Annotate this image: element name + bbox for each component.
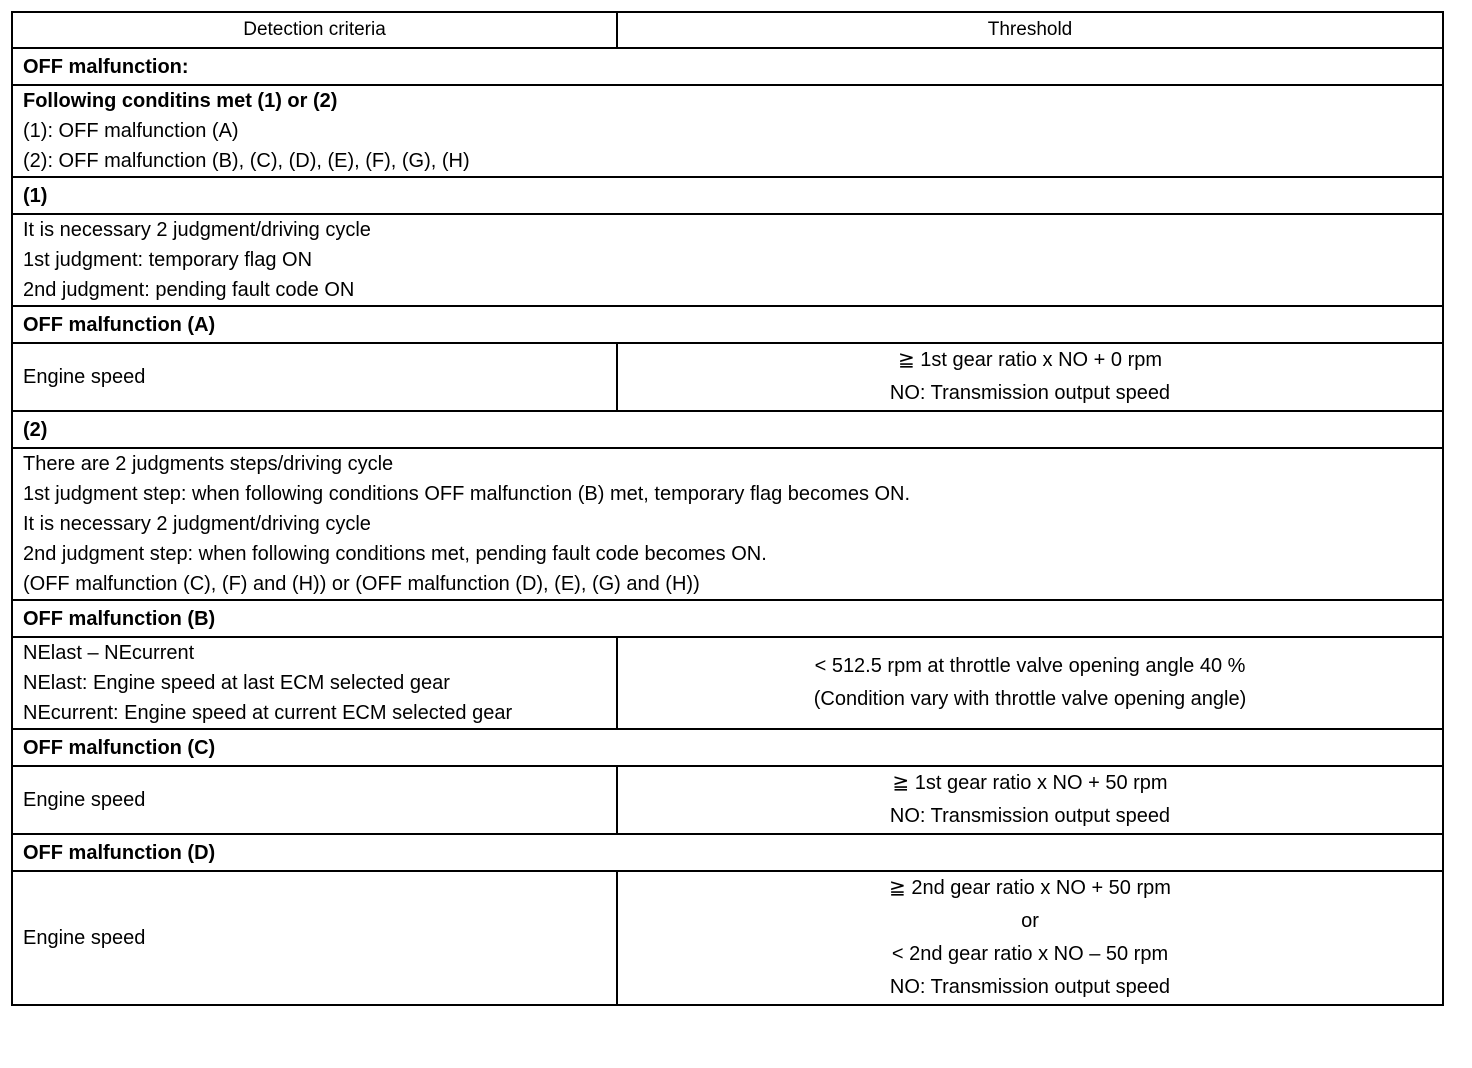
threshold-line: NO: Transmission output speed (889, 805, 1171, 827)
criteria-line: NElast: Engine speed at last ECM selected gear (23, 672, 450, 694)
threshold-cell (617, 766, 1443, 834)
condition-line: (2): OFF malfunction (B), (C), (D), (E), (F), (G), (H) (23, 150, 470, 172)
body-line: It is necessary 2 judgment/driving cycle (23, 219, 371, 241)
threshold-line: or (1021, 910, 1039, 932)
threshold-line: < 512.5 rpm at throttle valve opening angle 40 % (814, 655, 1246, 677)
table-header-row (12, 12, 1443, 48)
detection-criteria-table (11, 11, 1444, 1006)
body-line: 1st judgment: temporary flag ON (23, 249, 313, 271)
threshold-line: ≧ 1st gear ratio x NO + 0 rpm (897, 349, 1163, 371)
criteria-line: NElast – NEcurrent (23, 642, 195, 664)
table-row (12, 448, 1443, 600)
off-malfunction-d-heading: OFF malfunction (D) (12, 834, 1443, 871)
criteria-cell: Engine speed (12, 766, 617, 834)
body-line: 2nd judgment step: when following conditions met, pending fault code becomes ON. (23, 543, 767, 565)
table-row (12, 214, 1443, 306)
threshold-cell (617, 637, 1443, 729)
table-row (12, 834, 1443, 871)
section-1-heading: (1) (12, 177, 1443, 214)
condition-line: (1): OFF malfunction (A) (23, 120, 239, 142)
table-row (12, 871, 1443, 1005)
following-conditions-cell (12, 85, 1443, 177)
table-row (12, 85, 1443, 177)
body-line: 1st judgment step: when following conditions OFF malfunction (B) met, temporary flag becomes ON. (23, 483, 911, 505)
threshold-line: < 2nd gear ratio x NO – 50 rpm (891, 943, 1169, 965)
header-threshold: Threshold (617, 12, 1443, 48)
table-row (12, 343, 1443, 411)
section-2-body (12, 448, 1443, 600)
section-2-heading: (2) (12, 411, 1443, 448)
threshold-line: NO: Transmission output speed (889, 382, 1171, 404)
table-row (12, 411, 1443, 448)
header-detection-criteria: Detection criteria (12, 12, 617, 48)
body-line: There are 2 judgments steps/driving cycle (23, 453, 394, 475)
section-1-body (12, 214, 1443, 306)
off-malfunction-a-heading: OFF malfunction (A) (12, 306, 1443, 343)
table-row (12, 48, 1443, 85)
threshold-cell (617, 871, 1443, 1005)
off-malfunction-b-heading: OFF malfunction (B) (12, 600, 1443, 637)
following-conditions-title: Following conditins met (1) or (2) (23, 90, 338, 112)
threshold-line: ≧ 2nd gear ratio x NO + 50 rpm (889, 877, 1171, 899)
threshold-line: ≧ 1st gear ratio x NO + 50 rpm (892, 772, 1168, 794)
off-malfunction-c-heading: OFF malfunction (C) (12, 729, 1443, 766)
table-row (12, 177, 1443, 214)
body-line: It is necessary 2 judgment/driving cycle (23, 513, 371, 535)
table-row (12, 306, 1443, 343)
criteria-cell (12, 637, 617, 729)
body-line: 2nd judgment: pending fault code ON (23, 279, 355, 301)
threshold-line: (Condition vary with throttle valve opening angle) (813, 688, 1247, 710)
table-row (12, 729, 1443, 766)
table-row (12, 637, 1443, 729)
criteria-cell: Engine speed (12, 871, 617, 1005)
criteria-line: NEcurrent: Engine speed at current ECM selected gear (23, 702, 513, 724)
criteria-cell: Engine speed (12, 343, 617, 411)
body-line: (OFF malfunction (C), (F) and (H)) or (OFF malfunction (D), (E), (G) and (H)) (23, 573, 700, 595)
table-row (12, 600, 1443, 637)
threshold-cell (617, 343, 1443, 411)
threshold-line: NO: Transmission output speed (889, 976, 1171, 998)
table-row (12, 766, 1443, 834)
off-malfunction-heading: OFF malfunction: (12, 48, 1443, 85)
